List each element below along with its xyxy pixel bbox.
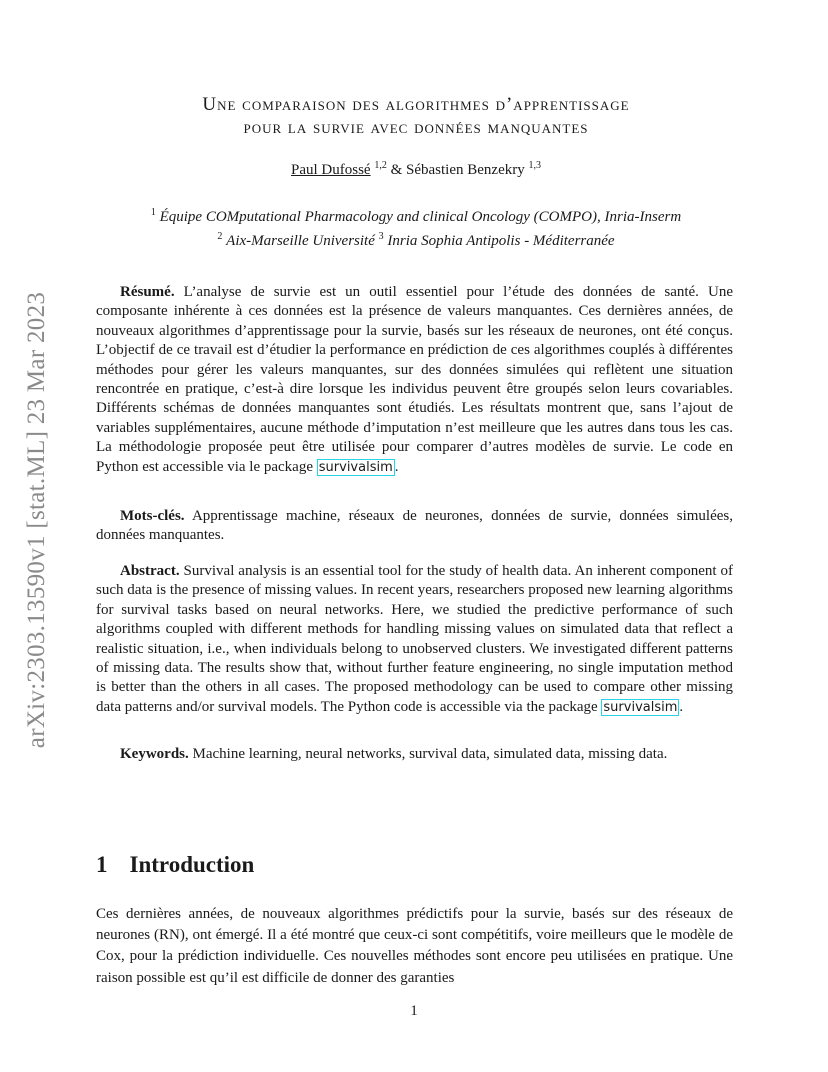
paper-title bbox=[96, 93, 736, 139]
package-link[interactable]: survivalsim bbox=[318, 459, 393, 475]
mots-cles-text: Apprentissage machine, réseaux de neurones, données de survie, données simulées, données manquantes. bbox=[96, 508, 733, 544]
paper-title-line-1: Une comparaison des algorithmes d’apprentissage bbox=[202, 94, 630, 115]
section-number: 1 bbox=[96, 852, 108, 877]
affiliation-marker: 2 bbox=[217, 231, 223, 242]
mots-cles-paragraph bbox=[96, 507, 733, 546]
section-title: Introduction bbox=[129, 852, 255, 877]
affiliation-marker: 3 bbox=[378, 231, 384, 242]
affiliation-text: Aix-Marseille Université bbox=[226, 233, 375, 249]
arxiv-identifier bbox=[22, 280, 52, 760]
keywords-label: Keywords. bbox=[120, 746, 189, 762]
keywords-text: Machine learning, neural networks, survival data, simulated data, missing data. bbox=[192, 746, 668, 762]
affiliation-text: Inria Sophia Antipolis - Méditerranée bbox=[387, 233, 615, 249]
resume-end: . bbox=[394, 458, 399, 475]
author-affiliation-marker: 1,3 bbox=[528, 160, 541, 171]
abstract-end: . bbox=[679, 698, 684, 715]
resume-text: L’analyse de survie est un outil essentiel pour l’étude des données de santé. Une composante inhérente à ces données est la présence de valeurs manquantes. Ces dernières années, de nouveaux algorithmes d’apprentissage pour la survie, basés sur les réseaux de neurones, ont été conçus. L’objectif de ce travail est d’étudier la performance en prédiction de ces algorithmes couplés à différentes méthodes pour gérer les valeurs manquantes, sur des données simulées qui reflètent une situation rencontrée en pratique, c’est-à dire lorsque les individus peuvent être groupés selon leurs covariables. Différents schémas de données manquantes sont étudiés. Les résultats montrent que, sans l’ajout de variables supplémentaires, aucune méthode d’imputation n’est meilleure que les autres dans tous les cas. La méthodologie proposée peut être utilisée pour comparer d’autres modèles de survie. Le code en Python est accessible via le package bbox=[96, 284, 733, 475]
affiliation-line bbox=[96, 203, 736, 227]
abstract-paragraph bbox=[96, 562, 733, 717]
section-heading bbox=[96, 852, 254, 878]
affiliation-marker: 1 bbox=[150, 207, 156, 218]
intro-paragraph: Ces dernières années, de nouveaux algorithmes prédictifs pour la survie, basés sur des réseaux de neurones (RN), ont émergé. Il a été montré que ceux-ci sont compétitifs, voire meilleurs que le modèle de Cox, pour la prédiction individuelle. Ces nouvelles méthodes sont encore peu utilisées en pratique. Une raison possible est qu’il est difficile de donner des garanties bbox=[96, 906, 733, 986]
author-affiliation-marker: 1,2 bbox=[374, 160, 387, 171]
author-name: Paul Dufossé bbox=[291, 162, 371, 178]
author-separator: & bbox=[386, 162, 407, 178]
resume-label: Résumé. bbox=[120, 284, 175, 300]
affiliation-line bbox=[96, 227, 736, 251]
affiliations bbox=[96, 203, 736, 251]
author-name: Sébastien Benzekry bbox=[406, 162, 525, 178]
package-link[interactable]: survivalsim bbox=[603, 699, 678, 715]
resume-paragraph bbox=[96, 283, 733, 477]
author-list bbox=[96, 160, 736, 179]
affiliation-text: Équipe COMputational Pharmacology and clinical Oncology (COMPO), Inria-Inserm bbox=[159, 209, 682, 225]
page-number: 1 bbox=[410, 1003, 418, 1019]
arxiv-identifier-text: arXiv:2303.13590v1 [stat.ML] 23 Mar 2023 bbox=[23, 291, 50, 749]
mots-cles-label: Mots-clés. bbox=[120, 508, 185, 524]
abstract-label: Abstract. bbox=[120, 563, 180, 579]
paper-title-line-2: pour la survie avec données manquantes bbox=[243, 117, 589, 138]
abstract-text: Survival analysis is an essential tool for the study of health data. An inherent component of such data is the presence of missing values. In recent years, researchers proposed new learning algorithms for survival tasks based on neural networks. Here, we studied the predictive performance of such algorithms coupled with different methods for handling missing values on simulated data that reflect a realistic situation, i.e., when individuals belong to unobserved clusters. We investigated different patterns of missing data. The results show that, without further feature engineering, no single imputation method is better than the others in all cases. The proposed methodology can be used to compare other missing data patterns and/or survival models. The Python code is accessible via the package bbox=[96, 563, 733, 715]
keywords-paragraph bbox=[96, 745, 733, 764]
